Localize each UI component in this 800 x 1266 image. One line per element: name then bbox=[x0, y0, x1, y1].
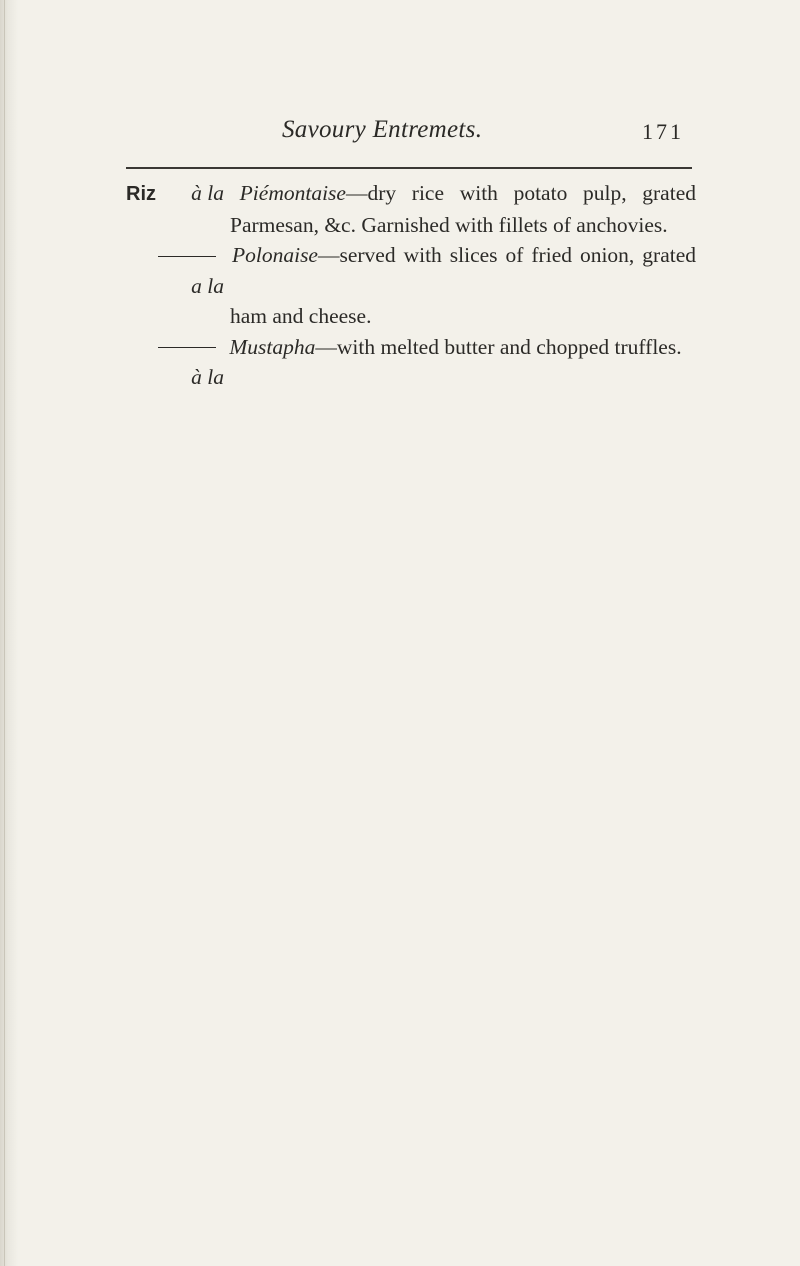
entry-lead bbox=[126, 178, 224, 210]
ditto-dash bbox=[158, 256, 216, 257]
entry-separator: — bbox=[315, 334, 337, 359]
recipe-entries bbox=[126, 178, 696, 393]
entry-description: served with slices of fried onion, grated ham and cheese. bbox=[230, 243, 697, 328]
entry-name: Piémontaise bbox=[239, 181, 346, 205]
entry-mustapha bbox=[126, 332, 696, 393]
entry-separator: — bbox=[345, 181, 368, 205]
entry-lead-dash bbox=[126, 332, 224, 393]
entry-separator: — bbox=[317, 243, 340, 267]
entry-prefix: à la bbox=[191, 365, 224, 389]
entry-lead-word: Riz bbox=[126, 183, 156, 205]
page-edge bbox=[0, 0, 18, 1266]
entry-prefix: à la bbox=[191, 181, 224, 205]
entry-name: Mustapha bbox=[229, 334, 316, 359]
entry-description: with melted butter and chopped truffles. bbox=[336, 334, 682, 359]
header-rule bbox=[126, 167, 692, 169]
ditto-dash bbox=[158, 347, 216, 348]
entry-lead-dash bbox=[126, 240, 224, 301]
entry-name: Polonaise bbox=[231, 243, 318, 267]
page-number: 171 bbox=[642, 119, 684, 144]
entry-polonaise bbox=[126, 240, 696, 332]
entry-description: dry rice with potato pulp, grated Parmesan, &c. Garnished with fillets of anchovies. bbox=[230, 181, 696, 237]
running-title: Savoury Entremets. bbox=[282, 116, 483, 143]
page-edge-line bbox=[4, 0, 5, 1266]
entry-riz-piemontaise bbox=[126, 178, 696, 240]
entry-prefix: a la bbox=[191, 273, 224, 298]
